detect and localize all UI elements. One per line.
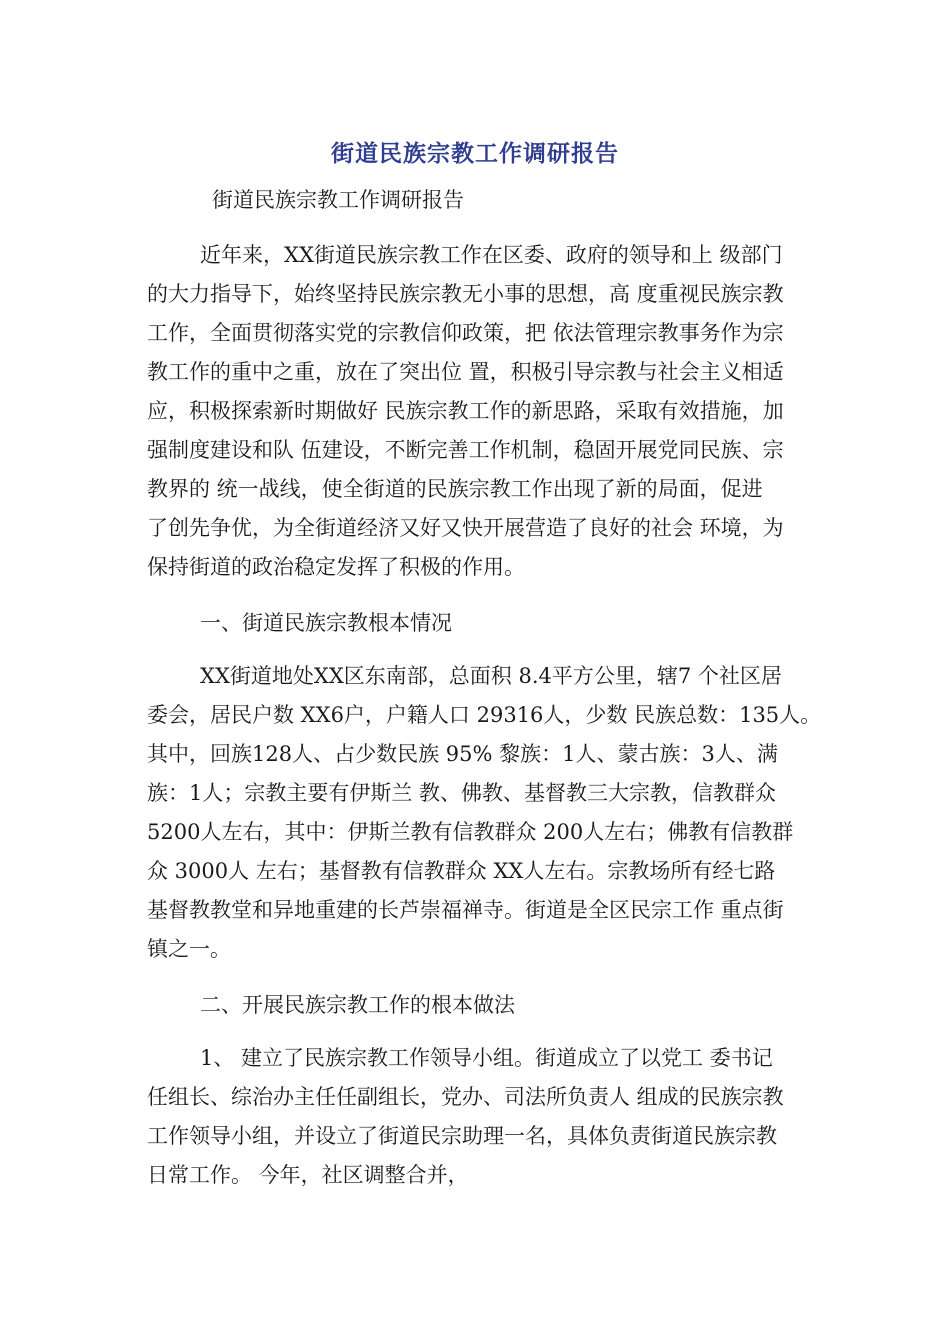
paragraph-line: 的大力指导下，始终坚持民族宗教无小事的思想，高 度重视民族宗教 — [147, 282, 784, 306]
paragraph-line: 众 3000人 左右；基督教有信教群众 XX人左右。宗教场所有经七路 — [147, 859, 776, 883]
section-heading: 一、街道民族宗教根本情况 — [200, 611, 452, 635]
paragraph-line: 镇之一。 — [147, 937, 231, 961]
paragraph-line: 教界的 统一战线，使全街道的民族宗教工作出现了新的局面，促进 — [147, 477, 763, 501]
paragraph-line: 1、 建立了民族宗教工作领导小组。街道成立了以党工 委书记 — [200, 1046, 773, 1070]
paragraph-line: 日常工作。 今年，社区调整合并， — [147, 1163, 469, 1187]
document-subtitle: 街道民族宗教工作调研报告 — [212, 188, 464, 212]
paragraph-line: 其中，回族128人、占少数民族 95% 黎族：1人、蒙古族：3人、满 — [147, 742, 778, 766]
paragraph-line: XX街道地处XX区东南部，总面积 8.4平方公里，辖7 个社区居 — [200, 664, 782, 688]
paragraph-line: 委会，居民户数 XX6户，户籍人口 29316人，少数 民族总数：135人。 — [147, 703, 822, 727]
paragraph-line: 5200人左右，其中：伊斯兰教有信教群众 200人左右；佛教有信教群 — [147, 820, 794, 844]
paragraph-line: 工作领导小组，并设立了街道民宗助理一名，具体负责街道民族宗教 — [147, 1124, 777, 1148]
paragraph-line: 基督教教堂和异地重建的长芦崇福禅寺。街道是全区民宗工作 重点街 — [147, 898, 784, 922]
paragraph-line: 族：1人；宗教主要有伊斯兰 教、佛教、基督教三大宗教，信教群众 — [147, 781, 777, 805]
paragraph-line: 教工作的重中之重，放在了突出位 置，积极引导宗教与社会主义相适 — [147, 360, 784, 384]
paragraph-line: 工作，全面贯彻落实党的宗教信仰政策，把 依法管理宗教事务作为宗 — [147, 321, 784, 345]
paragraph-line: 应，积极探索新时期做好 民族宗教工作的新思路，采取有效措施，加 — [147, 399, 784, 423]
paragraph-line: 保持街道的政治稳定发挥了积极的作用。 — [147, 555, 525, 579]
section-heading: 二、开展民族宗教工作的根本做法 — [200, 993, 515, 1017]
paragraph-line: 了创先争优，为全街道经济又好又快开展营造了良好的社会 环境，为 — [147, 516, 784, 540]
document-title: 街道民族宗教工作调研报告 — [331, 141, 619, 167]
paragraph-line: 强制度建设和队 伍建设，不断完善工作机制，稳固开展党同民族、宗 — [147, 438, 784, 462]
paragraph-line: 近年来，XX街道民族宗教工作在区委、政府的领导和上 级部门 — [200, 243, 783, 267]
paragraph-line: 任组长、综治办主任任副组长，党办、司法所负责人 组成的民族宗教 — [147, 1085, 784, 1109]
